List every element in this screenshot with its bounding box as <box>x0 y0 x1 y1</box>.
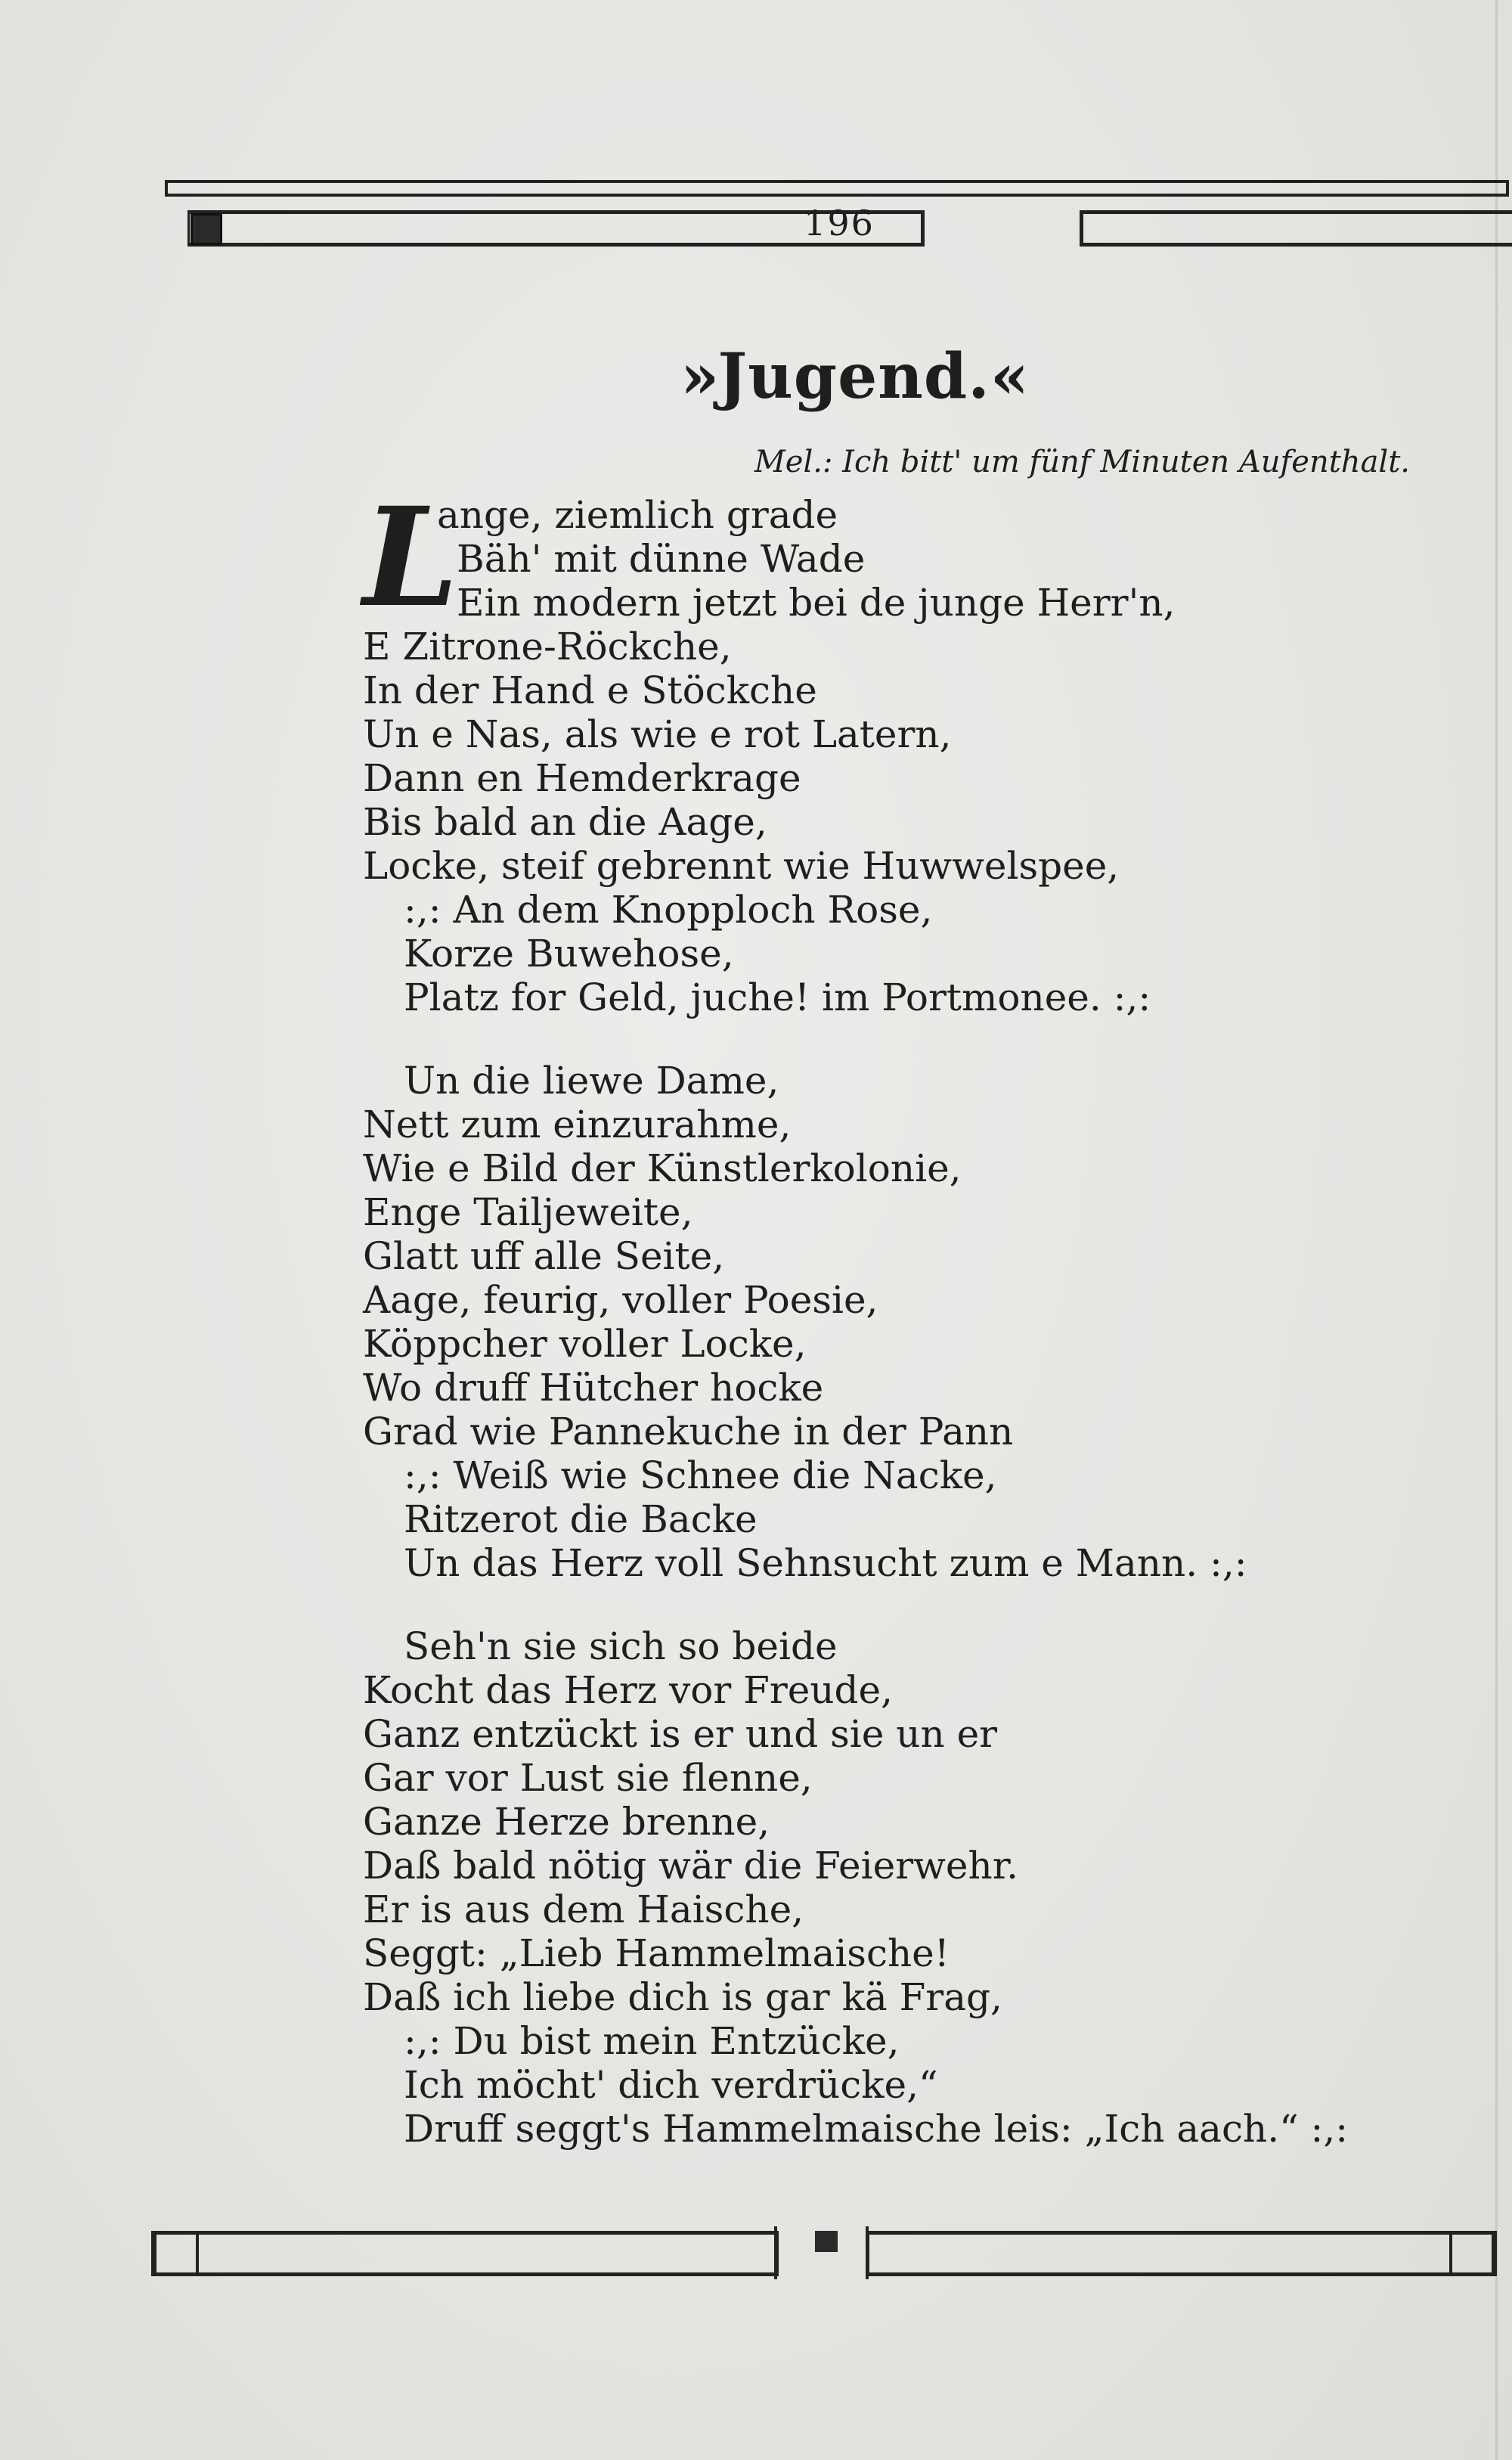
poem-line: Aage, feurig, voller Poesie, <box>363 1278 878 1322</box>
poem-line: :,: Du bist mein Entzücke, <box>404 2019 900 2063</box>
poem-line: Gar vor Lust sie flenne, <box>363 1756 813 1800</box>
poem-line: Ritzerot die Backe <box>404 1497 758 1541</box>
poem-line: :,: Weiß wie Schnee die Nacke, <box>404 1453 997 1497</box>
poem-line: Ganz entzückt is er und sie un er <box>363 1712 998 1756</box>
poem-line: Bis bald an die Aage, <box>363 800 767 844</box>
poem-line: Glatt uff alle Seite, <box>363 1234 725 1278</box>
poem-line: Locke, steif gebrennt wie Huwwelspee, <box>363 844 1120 888</box>
poem-line: Un das Herz voll Sehnsucht zum e Mann. :,: <box>404 1541 1247 1585</box>
poem-line: ange, ziemlich grade <box>437 493 838 537</box>
poem-line: :,: An dem Knopploch Rose, <box>404 888 933 932</box>
poem-line: Köppcher voller Locke, <box>363 1322 807 1366</box>
footer-ornament <box>151 2231 1497 2291</box>
poem-line: Dann en Hemderkrage <box>363 756 801 800</box>
poem-line: Seh'n sie sich so beide <box>404 1624 838 1668</box>
poem-line: In der Hand e Stöckche <box>363 669 817 712</box>
poem-line: Daß bald nötig wär die Feierwehr. <box>363 1844 1018 1888</box>
poem-line: Wie e Bild der Künstlerkolonie, <box>363 1146 962 1190</box>
poem-line: Nett zum einzurahme, <box>363 1103 792 1146</box>
poem-line: Daß ich liebe dich is gar kä Frag, <box>363 1975 1002 2019</box>
poem-line: Ein modern jetzt bei de junge Herr'n, <box>457 581 1176 625</box>
poem-line: Wo druff Hütcher hocke <box>363 1366 824 1410</box>
poem-title: »Jugend.« <box>680 340 1030 413</box>
footer-left-frame <box>151 2231 779 2276</box>
drop-cap: L <box>363 478 459 637</box>
poem-line: Ich möcht' dich verdrücke,“ <box>404 2063 938 2107</box>
footer-right-frame <box>866 2231 1497 2276</box>
poem-line: Bäh' mit dünne Wade <box>457 537 866 581</box>
footer-divider <box>774 2226 777 2279</box>
poem-line: Grad wie Pannekuche in der Pann <box>363 1410 1014 1453</box>
page-number: 196 <box>804 203 875 244</box>
poem-line: Er is aus dem Haische, <box>363 1888 804 1931</box>
poem-line: Druff seggt's Hammelmaische leis: „Ich aach.“ :,: <box>404 2107 1349 2151</box>
poem-line: Seggt: „Lieb Hammelmaische! <box>363 1931 950 1975</box>
poem-line: E Zitrone-Röckche, <box>363 625 732 669</box>
poem-line: Ganze Herze brenne, <box>363 1800 770 1844</box>
poem-line: Un die liewe Dame, <box>404 1059 779 1103</box>
poem-line: Platz for Geld, juche! im Portmonee. :,: <box>404 976 1151 1019</box>
poem-line: Korze Buwehose, <box>404 932 734 976</box>
poem-line: Enge Tailjeweite, <box>363 1190 693 1234</box>
poem-line: Un e Nas, als wie e rot Latern, <box>363 712 952 756</box>
poem-line: Kocht das Herz vor Freude, <box>363 1668 894 1712</box>
melody-note: Mel.: Ich bitt' um fünf Minuten Aufenthalt. <box>754 445 1410 479</box>
ornament-square-icon <box>815 2231 838 2252</box>
